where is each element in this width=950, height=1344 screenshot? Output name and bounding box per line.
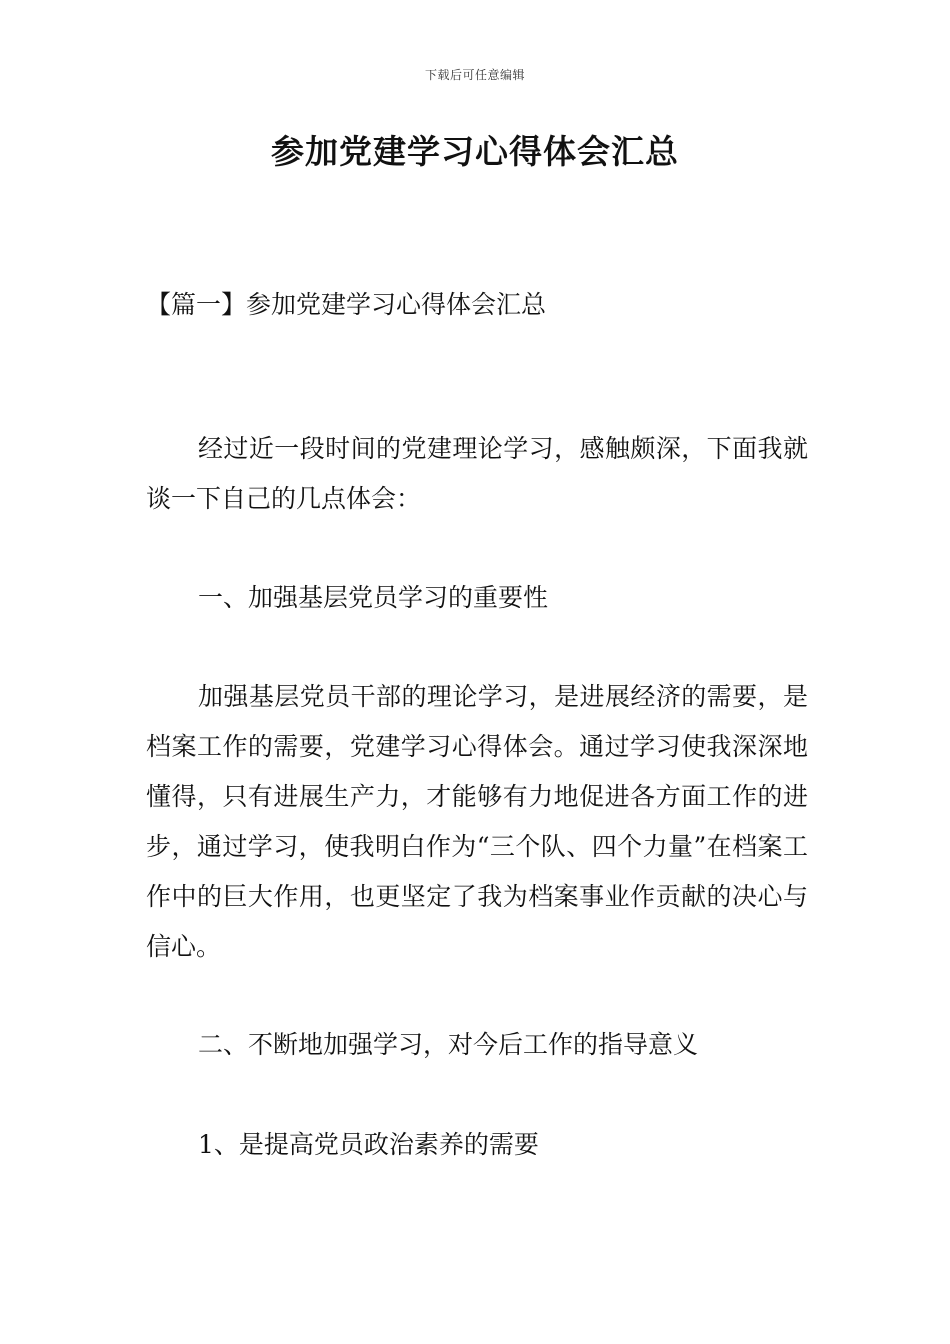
section-heading: 【篇一】参加党建学习心得体会汇总 <box>146 290 547 319</box>
intro-paragraph: 经过近一段时间的党建理论学习，感触颇深，下面我就谈一下自己的几点体会： <box>146 434 808 513</box>
list-item-one: 1、是提高党员政治素养的需要 <box>198 1130 539 1159</box>
heading-one: 一、加强基层党员学习的重要性 <box>198 583 549 612</box>
body-paragraph-one: 加强基层党员干部的理论学习，是进展经济的需要，是档案工作的需要，党建学习心得体会。通过学习使我深深地懂得，只有进展生产力，才能够有力地促进各方面工作的进步，通过学习，使我明白作为“三个队、四个力量”在档案工作中的巨大作用，也更坚定了我为档案事业作贡献的决心与信心。 <box>146 682 808 961</box>
heading-two: 二、不断地加强学习，对今后工作的指导意义 <box>198 1030 699 1059</box>
document-title: 参加党建学习心得体会汇总 <box>271 132 679 171</box>
header-note: 下载后可任意编辑 <box>424 68 525 82</box>
